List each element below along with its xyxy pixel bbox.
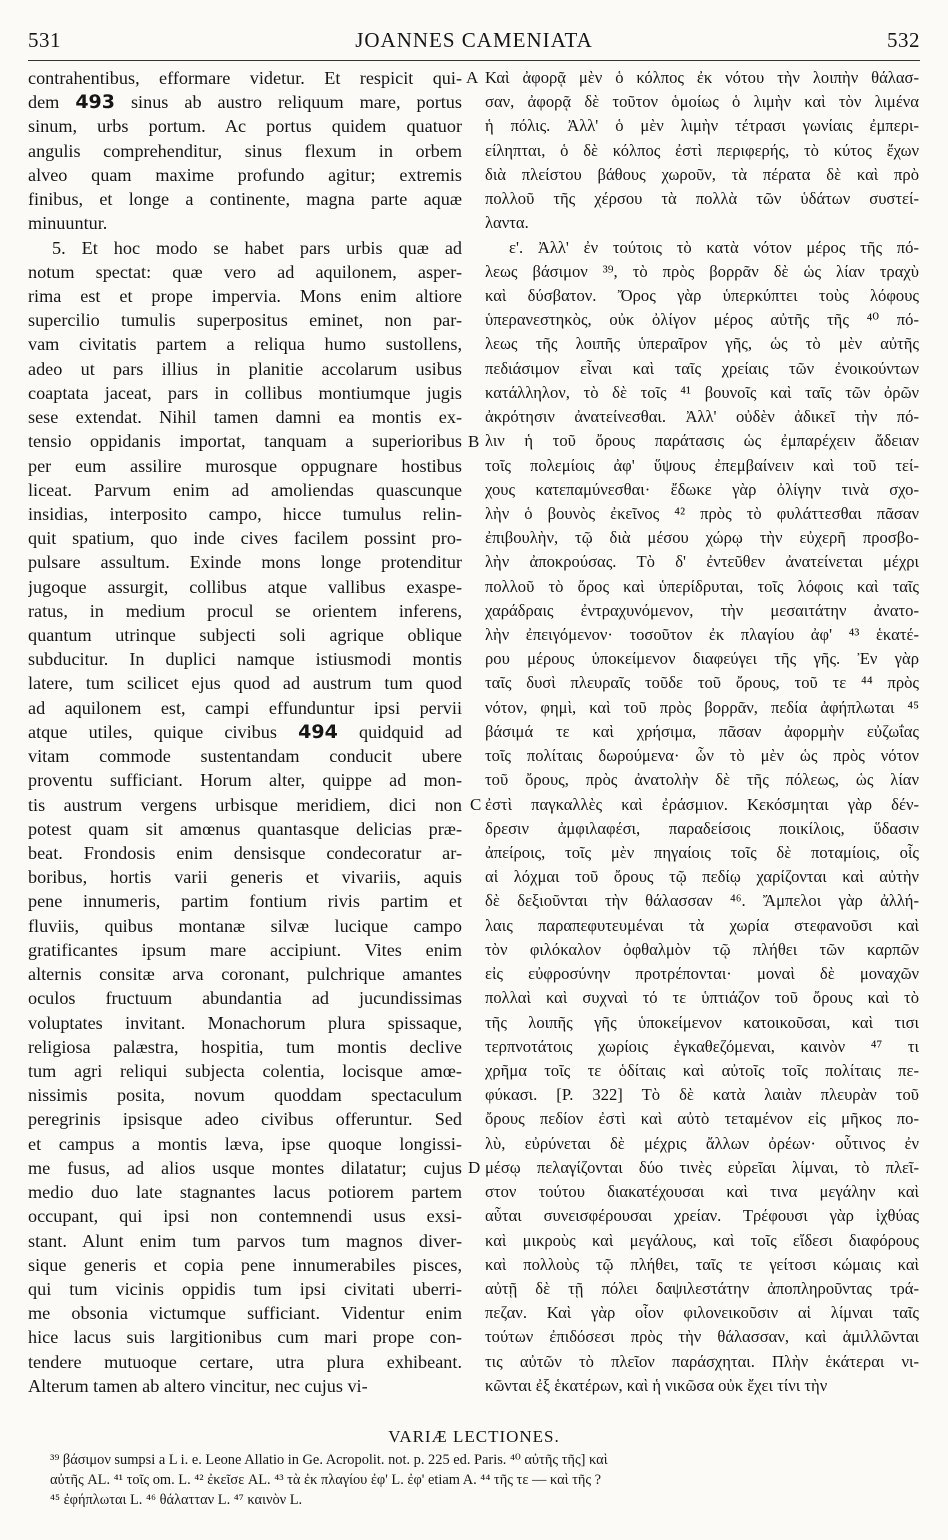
- variae-lectiones-heading: VARIÆ LECTIONES.: [388, 1427, 560, 1446]
- latin-line: et campus a montis læva, ipse quoque longissi-: [28, 1133, 462, 1154]
- latin-line: notum spectat: quæ vero ad aquilonem, asper-: [28, 261, 462, 282]
- latin-line: hice lacus suis largitionibus cum mari prope con-: [28, 1327, 462, 1348]
- greek-line: πολλοῦ τῆς χέρσου τὰ πολλὰ τῶν ὑδάτων συστεί-: [485, 189, 919, 209]
- latin-line: proventu sufficiant. Horum alter, quippe ad mon-: [28, 770, 462, 791]
- greek-line: ἀκρότησιν ἀνατείνεσθαι. Ἀλλ' οὐδὲν ἀδικεῖ τὴν πό-: [485, 407, 919, 427]
- greek-line: τερπνοτάτοις χωρίοις ἐγκαθεζόμεναι, καινὸν ⁴⁷ τι: [485, 1036, 919, 1056]
- latin-line: vam civitatis partem a reliqua humo sustollens,: [28, 334, 462, 355]
- latin-line: alternis consitæ arva coronant, pulchrique amantes: [28, 964, 462, 985]
- greek-line: ἡ πόλις. Ἀλλ' ὁ μὲν λιμὴν τέτρασι γωνίαις ἐμπερι-: [485, 116, 919, 136]
- greek-line: ἀπείροις, τοῖς μὲν πηγαίοις τοῖς δὲ ποταμίοις, οἷς: [485, 843, 919, 862]
- greek-column: [485, 66, 919, 1398]
- greek-line: διὰ πλείστου βάθους χωροῦν, τὰ πέρατα δὲ καὶ πρὸ: [485, 164, 919, 184]
- latin-line: sinum, urbs portum. Ac portus quidem quatuor: [28, 116, 462, 137]
- greek-line: λὴν ἀποκρούσας. Τὸ δ' ἐντεῦθεν ἀνατείνεται μέχρι: [485, 552, 919, 572]
- greek-line: Καὶ ἀφορᾷ μὲν ὁ κόλπος ἐκ νότου τὴν λοιπὴν θάλασ-: [485, 68, 919, 87]
- greek-line: ταῖς δυσὶ πλευραῖς τοῦδε τοῦ ὄρους, τοῦ τε ⁴⁴ πρὸς: [485, 673, 919, 693]
- greek-line: τούτων ἐπιδόσεσι πρὸς τὴν θάλασσαν, καὶ ἁμιλλῶνται: [485, 1327, 919, 1347]
- greek-line: τις αὐτῶν τὸ πλεῖον παράσχηται. Πλὴν ἑκάτεραι νι-: [485, 1351, 919, 1371]
- greek-line: λὴν ἐπειγόμενον· τοσοῦτον ἐκ πλαγίου ἀφ' ⁴³ ἑκατέ-: [485, 625, 919, 645]
- latin-line: liceat. Parvum enim ad amoliendas quascunque: [28, 479, 462, 500]
- latin-line: beat. Frondosis enim densisque condecoratur ar-: [28, 843, 462, 863]
- latin-line: ratus, in medium procul se orientem inferens,: [28, 600, 462, 621]
- greek-line: κῶνται ἐξ ἑκατέρων, καὶ ἡ νικῶσα οὐκ ἔχει τίνι τὴν: [485, 1375, 828, 1395]
- greek-line: ρου μέρους ὑποκείμενον διαφεύγει τῆς γῆς. Ἐν γὰρ: [485, 649, 919, 669]
- edition-page-marker: 493: [75, 91, 115, 114]
- greek-line: τοῦ ὄρους, πρὸς ἀνατολὴν δὲ τῆς πόλεως, ὡς λίαν: [485, 770, 919, 790]
- greek-line: ὑπερανεστηκὸς, οὐκ ὀλίγον μέρος αὐτῆς τῆς ⁴⁰ πό-: [485, 310, 919, 330]
- margin-letter-c: C: [470, 795, 482, 814]
- greek-line: χρῆμα τοῖς τε ὁδίταις καὶ αὐτοῖς τοῖς πολίταις πε-: [485, 1060, 919, 1080]
- greek-line: λεως βάσιμον ³⁹, τὸ πρὸς βορρᾶν δὲ ὡς λίαν τραχὺ: [485, 261, 919, 281]
- latin-line: vitam commode sustentandam conducit ubere: [28, 746, 462, 767]
- greek-line: καὶ δύσβατον. Ὄρος γὰρ ὑπερκύπτει τοὺς λόφους: [485, 285, 919, 305]
- greek-line: αὗται συνεισφέρουσαι χρείαν. Τρέφουσι γὰρ ἰχθύας: [485, 1206, 919, 1226]
- latin-line: per eum assilire murosque oppugnare hostibus: [28, 455, 462, 476]
- running-title: JOANNES CAMENIATA: [355, 28, 593, 52]
- latin-line: stant. Alunt enim tum parvos tum magnos diver-: [28, 1230, 462, 1251]
- latin-line: quantum utrinque subjecti soli agrique oblique: [28, 625, 462, 646]
- latin-line: tensio oppidanis importat, tanquam a superioribus: [28, 431, 462, 452]
- page-number-right: 532: [887, 28, 920, 52]
- latin-line: dem 493 sinus ab austro reliquum mare, portus: [28, 91, 462, 114]
- latin-line: peregrinis ipsisque adeo civibus offeruntur. Sed: [28, 1109, 462, 1130]
- greek-line: λιν ἡ τοῦ ὄρους παράτασις ὡς ἐμπαρέχειν ἄδειαν: [485, 431, 919, 451]
- footnotes: [50, 1450, 920, 1510]
- footnote-line: ⁴⁵ ἐφήπλωται L. ⁴⁶ θάλατταν L. ⁴⁷ καινὸν L.: [50, 1492, 303, 1508]
- greek-line: πολλοῦ τὸ ὄρος καὶ ὑπερίδρυται, τοῖς λόφοις καὶ ταῖς: [485, 576, 919, 596]
- latin-line: contrahentibus, efformare videtur. Et respicit qui-: [28, 68, 462, 88]
- latin-line: alveo quam maxime profundo agitur; extremis: [28, 164, 462, 185]
- latin-line: sique generis et copia pene innumerabiles pisces,: [28, 1254, 462, 1275]
- latin-line: finibus, et longe a continente, magna parte aquæ: [28, 189, 462, 210]
- latin-line: Alterum tamen ab altero vincitur, nec cujus vi-: [28, 1375, 368, 1396]
- latin-line: angulis comprehenditur, sinus flexum in orbem: [28, 140, 462, 161]
- latin-line: me obsonia victumque sufficiant. Videntur enim: [28, 1303, 462, 1324]
- latin-line: occupant, qui ipsi non contemnendi usus exsi-: [28, 1206, 462, 1227]
- greek-line: αἱ λόχμαι τοῦ ὄρους τῷ πεδίῳ χαρίζονται καὶ αὐτὴν: [485, 867, 919, 887]
- greek-line: χους κατεπαμύνεσθαι· ἔδωκε γὰρ ὀλίγην τινὰ σχο-: [485, 479, 919, 499]
- latin-line: voluptates invitant. Monachorum plura spissaque,: [28, 1012, 462, 1033]
- greek-line: δρεσιν ἀμφιλαφέσι, παραδείσοις ποικίλοις, ὕδασιν: [485, 818, 919, 838]
- latin-line: tum agri reliqui subjecta colentia, locisque amœ-: [28, 1060, 462, 1081]
- greek-line: λαις παραπεφυτευμέναι τὰ χωρία στεφανοῦσι καὶ: [485, 915, 919, 935]
- latin-line: tendere mutuoque certare, utra plura exhibeant.: [28, 1351, 462, 1372]
- latin-line: supercilio tumulis superpositus eminet, non par-: [28, 310, 462, 331]
- greek-line: λαντα.: [485, 213, 529, 233]
- greek-line: χαράδραις ἐντραχυνόμενον, τὴν μεσαιτάτην ἀνατο-: [485, 600, 919, 620]
- greek-line: λὺ, εὐρύνεται δὲ μέχρις ἄλλων ὀρέων· οὗτινος ἐν: [485, 1133, 919, 1153]
- margin-letter-a: A: [466, 68, 479, 87]
- latin-line: pulsare assultum. Exinde mons longe protenditur: [28, 552, 462, 573]
- greek-line: τοῖς πολεμίοις ἀφ' ὕψους ἐπεμβαίνειν καὶ τοῦ τεί-: [485, 455, 919, 475]
- latin-column: [28, 66, 462, 1398]
- page-number-left: 531: [28, 28, 61, 52]
- greek-line: λὴν ὁ βουνὸς ἐκεῖνος ⁴² πρὸς τὸ φυλάττεσθαι πᾶσαν: [485, 503, 919, 523]
- greek-line: πεζαν. Καὶ γὰρ οἷον φιλονεικοῦσιν αἱ λίμναι ταῖς: [485, 1303, 919, 1323]
- margin-letter-d: D: [468, 1158, 481, 1177]
- latin-line: qui tum vicinis oppidis tum ipsi civitati uberri-: [28, 1278, 462, 1299]
- page-header: [28, 28, 920, 58]
- latin-line: religiosa palæstra, hospitia, tum montis declive: [28, 1036, 462, 1057]
- greek-line: δὲ δεξιοῦνται τὴν θάλασσαν ⁴⁶. Ἄμπελοι γὰρ ἀλλή-: [485, 891, 919, 911]
- latin-line: jugoque assurgit, collibus atque vallibus exaspe-: [28, 576, 462, 597]
- greek-line: τὸν φιλόκαλον ὀφθαλμὸν τῷ πλήθει τῶν καρπῶν: [485, 939, 919, 959]
- greek-line: πεδιάσιμον εἶναι καὶ ταῖς χρείαις τῶν ἐνοικούντων: [485, 358, 919, 378]
- greek-line: ἐπιβουλὴν, τῷ διὰ μέσου χώρῳ τὴν εὐχερῆ προσβο-: [485, 528, 919, 548]
- greek-line: είληπται, ὁ δὲ κόλπος ἐστὶ περιφερής, τὸ κύτος ἔχων: [485, 140, 919, 160]
- latin-line: nissimis posita, novum quoddam spectaculum: [28, 1085, 462, 1106]
- latin-line: quit spatium, quo inde cives facilem possint pro-: [28, 528, 462, 549]
- greek-line: ἐστὶ παγκαλλὲς καὶ ἐράσμιον. Κεκόσμηται γὰρ δέν-: [485, 794, 919, 814]
- greek-line: τοῖς πολίταις δωρούμενα· ὧν τὸ μὲν ὡς πρὸς νότον: [485, 746, 919, 766]
- greek-line: καὶ πολλοὺς τῷ πλήθει, ταῖς τε γείτοσι κώμαις καὶ: [485, 1254, 919, 1274]
- latin-line: medio duo late stagnantes lacus potiorem partem: [28, 1182, 462, 1203]
- latin-line: boribus, hortis varii generis et vivariis, aquis: [28, 867, 462, 888]
- greek-line: αὐτῇ δὲ τῇ πόλει δαψιλεστάτην ἀποπληροῦντας τρά-: [485, 1278, 919, 1298]
- greek-line: σαν, ἀφορᾷ δὲ τοῦτον ὁμοίως ὁ λιμὴν καὶ τὸν λιμένα: [485, 92, 919, 112]
- latin-line: oculos fructuum abundantia ad jucundissimas: [28, 988, 462, 1009]
- latin-line: tis austrum vergens urbisque meridiem, dici non: [28, 794, 462, 815]
- greek-line: ε'. Ἀλλ' ἐν τούτοις τὸ κατὰ νότον μέρος τῆς πό-: [509, 237, 919, 257]
- greek-line: λεως τῆς λοιπῆς ὑπεραῖρον γῆς, ὡς τὸ μὲν αὐτῆς: [485, 334, 919, 354]
- latin-line: potest quam sit amœnus quantasque delicias præ-: [28, 818, 462, 839]
- greek-line: πολλαὶ καὶ συχναὶ τό τε ὑπτιάζον τοῦ ὄρους καὶ τὸ: [485, 988, 919, 1008]
- greek-line: φύκασι. [P. 322] Τὸ δὲ κατὰ λαιὰν πλευρὰν τοῦ: [485, 1085, 919, 1105]
- greek-line: εἰς εὐφροσύνην προτρέπονται· μοναὶ δὲ μοναχῶν: [485, 964, 919, 984]
- latin-line: latere, tum scilicet ejus quod ad austrum tum quod: [28, 673, 462, 694]
- latin-line: insidias, interposito campo, hicce tumulus relin-: [28, 503, 462, 524]
- latin-line: ad aquilonem est, campi effunduntur ipsi pervii: [28, 697, 462, 718]
- greek-line: τῆς λοιπῆς γῆς ὑποκείμενον κατοικοῦσαι, καὶ τισι: [485, 1012, 919, 1032]
- edition-page-marker: 494: [298, 720, 338, 743]
- greek-line: στον τούτου διακατέχουσαι καὶ τινα μεγάλην καὶ: [485, 1182, 919, 1202]
- latin-line: pene innumeris, partim fontium rivis partim et: [28, 891, 462, 912]
- header-rule: [28, 60, 920, 61]
- latin-line: subducitur. In duplici namque istiusmodi montis: [28, 649, 462, 670]
- greek-line: βάσιμά τε καὶ χρήσιμα, πᾶσαν ἀφορμὴν εὐζωΐας: [485, 721, 919, 741]
- latin-line: coaptata jaceat, pars in collibus montiumque jugis: [28, 382, 462, 403]
- margin-letter-b: B: [468, 432, 480, 451]
- latin-line: 5. Et hoc modo se habet pars urbis quæ ad: [52, 237, 462, 258]
- latin-line: atque utiles, quique civibus 494 quidquid ad: [28, 720, 462, 743]
- latin-line: fluviis, quibus montanæ silvæ lucique campo: [28, 915, 462, 936]
- greek-line: ὄρους πεδίον ἐστὶ καὶ αὐτὸ τεταμένον εἰς μῆκος πο-: [485, 1109, 919, 1129]
- greek-line: καὶ μικροὺς καὶ μεγάλους, καὶ τοῖς εἴδεσι διαφόρους: [485, 1230, 919, 1250]
- latin-line: me fusus, ad alios usque montes dilatatur; cujus: [28, 1157, 462, 1178]
- greek-line: νότον, φημὶ, καὶ τοῦ πρὸς βορρᾶν, πεδία ἀφήπλωται ⁴⁵: [485, 697, 919, 717]
- latin-line: sese extendat. Nihil tamen damni ea montis ex-: [28, 407, 462, 428]
- footnote-line: ³⁹ βάσιμον sumpsi a L i. e. Leone Allatio in Ge. Acropolit. not. p. 225 ed. Paris. ⁴⁰ αὐτῆς τῆς] καὶ: [50, 1452, 608, 1468]
- greek-line: κατάλληλον, τὸ δὲ τοῖς ⁴¹ βουνοῖς καὶ ταῖς τῶν ὀρῶν: [485, 382, 919, 402]
- latin-line: adeo ut pars illius in planitie accolarum usibus: [28, 358, 462, 379]
- footnote-line: αὐτῆς AL. ⁴¹ τοῖς om. L. ⁴² ἐκεῖσε AL. ⁴³ τὰ ἐκ πλαγίου ἐφ' L. ἐφ' etiam A. ⁴⁴ τῆς τε — καὶ τῆς ?: [50, 1472, 602, 1488]
- greek-line: μέσῳ πελαγίζονται δύο τινὲς εὐρεῖαι λίμναι, τὸ πλεῖ-: [485, 1157, 919, 1177]
- latin-line: rima est et prope impervia. Mons enim altiore: [28, 285, 462, 306]
- latin-line: minuuntur.: [28, 213, 108, 234]
- latin-line: gratificantes ipsum mare accipiunt. Vites enim: [28, 939, 462, 960]
